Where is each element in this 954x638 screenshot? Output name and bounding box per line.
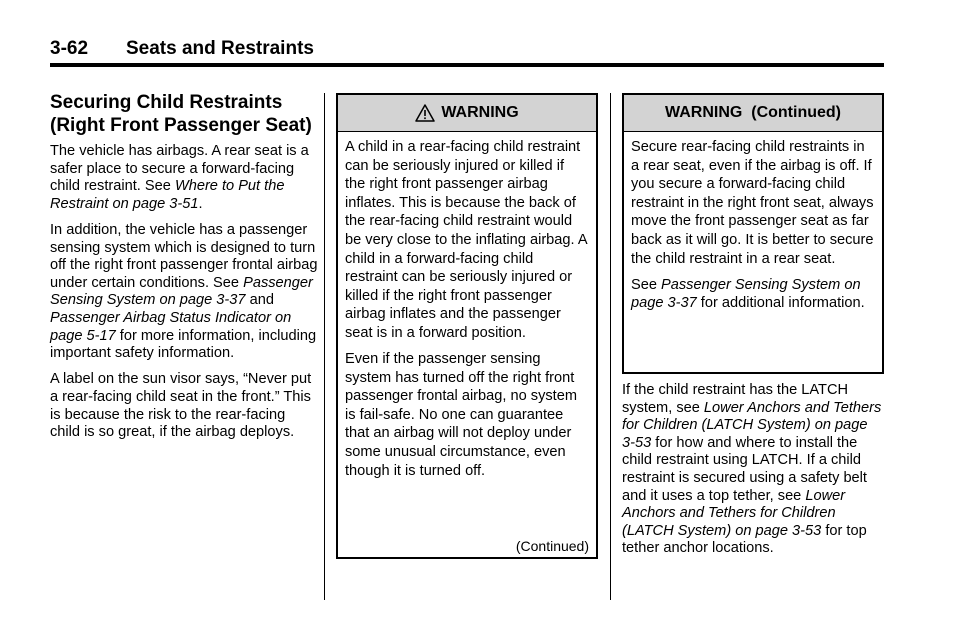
warning-paragraph: Even if the passenger sensing system has turned off the right front passenger frontal airbag, no system is fail-safe. No one can guarantee that an airbag will not deploy under some unusual circumstance, even though it is turned off. [345,351,578,479]
warning-paragraph: A child in a rear-facing child restraint can be seriously injured or killed if the right front passenger airbag inflates. This is because the back of the rear-facing child restraint would be very close to the inflating airbag. A child in a forward-facing child restraint can be seriously injured or killed if the right front passenger airbag inflates and the passenger seat is in a forward position. [345,139,587,341]
cross-reference: Passenger Airbag Status Indicator on page 5-17 [50,309,292,344]
header-rule [50,63,884,67]
page-header [50,38,884,66]
paragraph-text: The vehicle has airbags. A rear seat is a safer place to secure a forward-facing child restraint. See [50,143,309,195]
warning-box [336,93,598,559]
warning-continued-title: WARNING (Continued) [665,104,841,121]
warning-triangle-icon [415,104,435,122]
warning-continued-header [624,95,882,132]
paragraph-latch [622,382,884,558]
column-divider [610,93,611,600]
warning-continued-box [622,93,884,374]
paragraph-text: and [249,292,274,309]
paragraph-text: for top tether anchor locations. [622,522,867,557]
cross-reference: Lower Anchors and Tethers for Children (LATCH System) on page 3-53 [622,399,882,451]
cross-reference: Where to Put the Restraint on page 3-51 [50,178,285,212]
column-divider [324,93,325,600]
section-heading: Securing Child Restraints (Right Front Passenger Seat) [50,92,312,136]
section-title: Seats and Restraints [126,38,314,59]
paragraph-sun-visor: A label on the sun visor says, “Never put a rear-facing child seat in the front.” This is because the risk to the rear-facing child is so great, if the airbag deploys. [50,371,312,441]
paragraph-text: for more information, including important safety information. [50,327,317,362]
paragraph-text: See [631,276,657,293]
paragraph-text: In addition, the vehicle has a passenger sensing system which is designed to turn off the right front passenger frontal airbag under certain conditions. See [50,221,318,291]
warning-body [338,132,596,480]
cross-reference: Lower Anchors and Tethers for Children (LATCH System) on page 3-53 [622,487,846,539]
cross-reference: Passenger Sensing System on page 3-37 [631,276,861,312]
paragraph-sensing-system [50,222,318,363]
paragraph-airbags [50,143,318,213]
paragraph-text: for how and where to install the child restraint using LATCH. If a child restraint is secured using a safety belt and it uses a top tether, see [622,434,867,504]
warning-continued-body [624,132,882,313]
left-column [50,91,318,450]
warning-paragraph [631,276,874,313]
continued-label: (Continued) [515,538,589,554]
page-number: 3-62 [50,38,89,59]
warning-paragraph: Secure rear-facing child restraints in a rear seat, even if the airbag is off. If you secure a forward-facing child restraint in the right front seat, always move the front passenger seat as far back as it will go. It is better to secure the child restraint in a rear seat. [631,139,874,267]
paragraph-end: . [198,195,203,212]
right-column [622,382,884,567]
warning-title: WARNING [441,104,519,121]
warning-header [338,95,596,132]
cross-reference: Passenger Sensing System on page 3-37 [50,274,313,309]
paragraph-text: If the child restraint has the LATCH system, see [622,382,849,416]
paragraph-text: for additional information. [700,295,865,312]
